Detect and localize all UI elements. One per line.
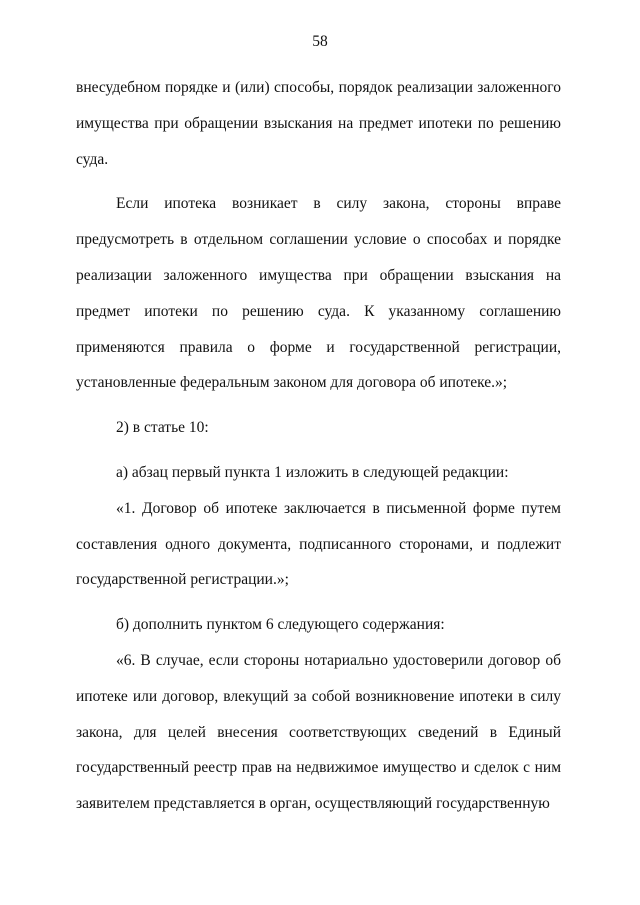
paragraph-continuation: внесудебном порядке и (или) способы, порядок реализации заложенного имущества при обращении взыскания на предмет ипотеки по решению суда.: [76, 79, 561, 168]
paragraph-mortgage-by-law: Если ипотека возникает в силу закона, стороны вправе предусмотреть в отдельном соглашении условие о способах и порядке реализации заложенного имущества при обращении взыскания на предмет ипотеки по решению суда. К указанному соглашению применяются правила о форме и государственной регистрации, установленные федеральным законом для договора об ипотеке.»;: [76, 195, 561, 392]
paragraph-item-a: а) абзац первый пункта 1 изложить в следующей редакции:: [116, 463, 509, 481]
paragraph-clause-6: «6. В случае, если стороны нотариально удостоверили договор об ипотеке или договор, влекущий за собой возникновение ипотеки в силу закона, для целей внесения соответствующих сведений в Единый государственный реестр прав на недвижимое имущество и сделок с ним заявителем представляется в орган, осуществляющий государственную: [76, 651, 561, 813]
paragraph-clause-1: «1. Договор об ипотеке заключается в письменной форме путем составления одного документа, подписанного сторонами, и подлежит государственной регистрации.»;: [76, 499, 561, 589]
document-body: [76, 70, 561, 822]
page-number: 58: [312, 33, 328, 50]
paragraph-item-b: б) дополнить пунктом 6 следующего содержания:: [116, 616, 445, 634]
paragraph-article-10: 2) в статье 10:: [116, 419, 209, 437]
